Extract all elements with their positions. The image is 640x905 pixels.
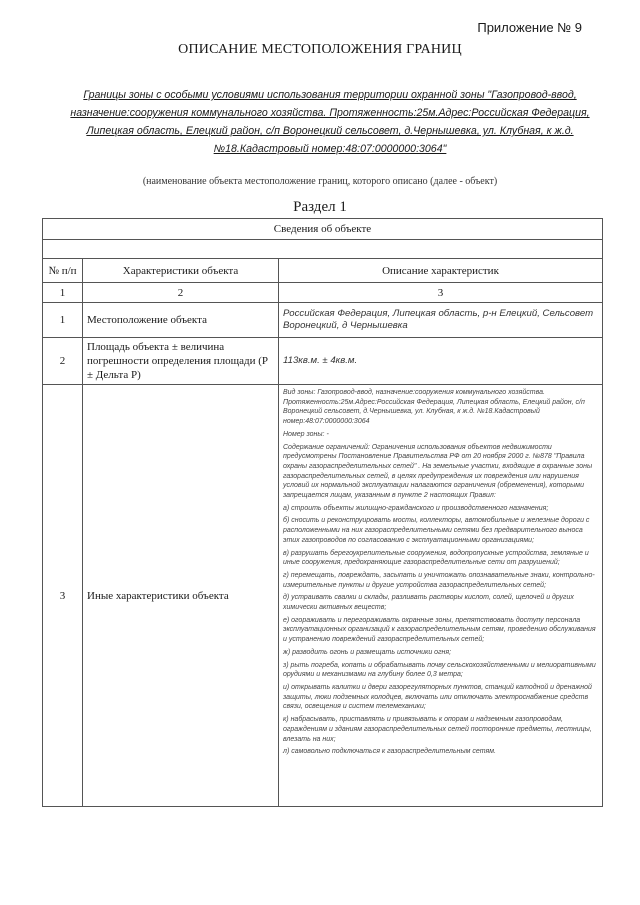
- other-paragraph: в) разрушать берегоукрепительные сооружения, водопропускные устройства, земляные и иные сооружения, предохраняющие газораспределительные сети от разрушений;: [283, 549, 589, 567]
- row-value-other: [279, 385, 603, 807]
- other-paragraph: к) набрасывать, приставлять и привязывать к опорам и надземным газопроводам, ограждениям и зданиям газораспределительных сетей посторонние предметы, лестницы, влезать на них;: [283, 716, 592, 743]
- table-empty-row: [43, 240, 603, 259]
- col-index-2: 2: [83, 283, 279, 303]
- table-header: Сведения об объекте: [43, 219, 603, 240]
- other-paragraph: е) огораживать и перегораживать охранные зоны, препятствовать доступу персонала эксплуатационных организаций к газораспределительным сетям, проведению обслуживания и устранению повреждений газораспределительных сетей;: [283, 616, 596, 644]
- other-paragraph: д) устраивать свалки и склады, разливать растворы кислот, солей, щелочей и других химически активных веществ;: [283, 594, 574, 612]
- table-row: [43, 303, 603, 338]
- other-paragraph: б) сносить и реконструировать мосты, коллекторы, автомобильные и железные дороги с расположенными на них газораспределительными сетями без предварительного выноса этих газопроводов по согласованию с эксплуатационными организациями;: [283, 517, 590, 544]
- row-value: 113кв.м. ± 4кв.м.: [279, 338, 603, 385]
- other-paragraph: з) рыть погреба, копать и обрабатывать почву сельскохозяйственными и мелиоративными орудиями и механизмами на глубину более 0,3 метра;: [283, 661, 596, 679]
- row-name: Иные характеристики объекта: [83, 385, 279, 807]
- object-description: Границы зоны с особыми условиями использования территории охранной зоны "Газопровод-ввод, назначение:сооружения коммунального хозяйства. Протяженность:25м.Адрес:Российская Федерация, Липецкая область, Елецкий район, с/п Воронецкий сельсовет, д.Чернышевка, ул. Клубная, к ж.д. №18.Кадастровый номер:48:07:0000000:3064": [70, 89, 590, 155]
- other-paragraph: г) перемещать, повреждать, засыпать и уничтожать опознавательные знаки, контрольно-измерительные пункты и другие устройства газораспределительных сетей;: [283, 571, 595, 589]
- other-paragraph: Вид зоны: Газопровод-ввод, назначение:сооружения коммунального хозяйства. Протяженность:25м.Адрес:Российская Федерация, Липецкая область, Елецкий район, с/п Воронецкий сельсовет, д.Чернышевка, ул. Клубная, к ж.д. №18.Кадастровый номер:48:07:0000000:3064: [283, 389, 585, 426]
- section-title: Раздел 1: [293, 199, 347, 215]
- other-paragraph: ж) разводить огонь и размещать источники огня;: [283, 648, 452, 656]
- document-title: ОПИСАНИЕ МЕСТОПОЛОЖЕНИЯ ГРАНИЦ: [178, 42, 462, 57]
- table-row: [43, 385, 603, 807]
- description-caption: (наименование объекта местоположение границ, которого описано (далее - объект): [142, 176, 498, 187]
- other-paragraph: и) открывать калитки и двери газорегуляторных пунктов, станций катодной и дренажной защиты, люки подземных колодцев, включать или отключать электроснабжение средств связи, освещения и систем телемеханики;: [283, 683, 592, 711]
- col-number-header: № п/п: [43, 259, 83, 283]
- appendix-label: Приложение № 9: [477, 20, 582, 35]
- other-paragraph: а) строить объекты жилищно-гражданского и производственного назначения;: [283, 504, 549, 512]
- row-number: 1: [43, 303, 83, 338]
- col-index-3: 3: [279, 283, 603, 303]
- other-paragraph: л) самовольно подключаться к газораспределительным сетям.: [283, 748, 496, 756]
- col-description-header: Описание характеристик: [279, 259, 603, 283]
- col-characteristics-header: Характеристики объекта: [83, 259, 279, 283]
- row-name: Местоположение объекта: [83, 303, 279, 338]
- row-number: 2: [43, 338, 83, 385]
- row-name: Площадь объекта ± величина погрешности определения площади (P ± Дельта P): [83, 338, 279, 385]
- table-row: [43, 338, 603, 385]
- other-paragraph: Содержание ограничений: Ограничения использования объектов недвижимости предусмотрены Постановление Правительства РФ от 20 ноября 2000 г. №878 "Правила охраны газораспределительных сетей" . На земельные участки, входящие в охранные зоны газораспределительных сетей, в целях предупреждения их повреждения или нарушения условий их нормальной эксплуатации налагаются ограничения (обременения), которыми запрещается лицам, указанным в пункте 2 настоящих Правил:: [283, 443, 593, 500]
- other-paragraph: Номер зоны: -: [283, 430, 329, 438]
- col-index-1: 1: [43, 283, 83, 303]
- row-number: 3: [43, 385, 83, 807]
- row-value: Российская Федерация, Липецкая область, р-н Елецкий, Сельсовет Воронецкий, д Чернышевка: [279, 303, 603, 338]
- object-info-table: [42, 218, 603, 807]
